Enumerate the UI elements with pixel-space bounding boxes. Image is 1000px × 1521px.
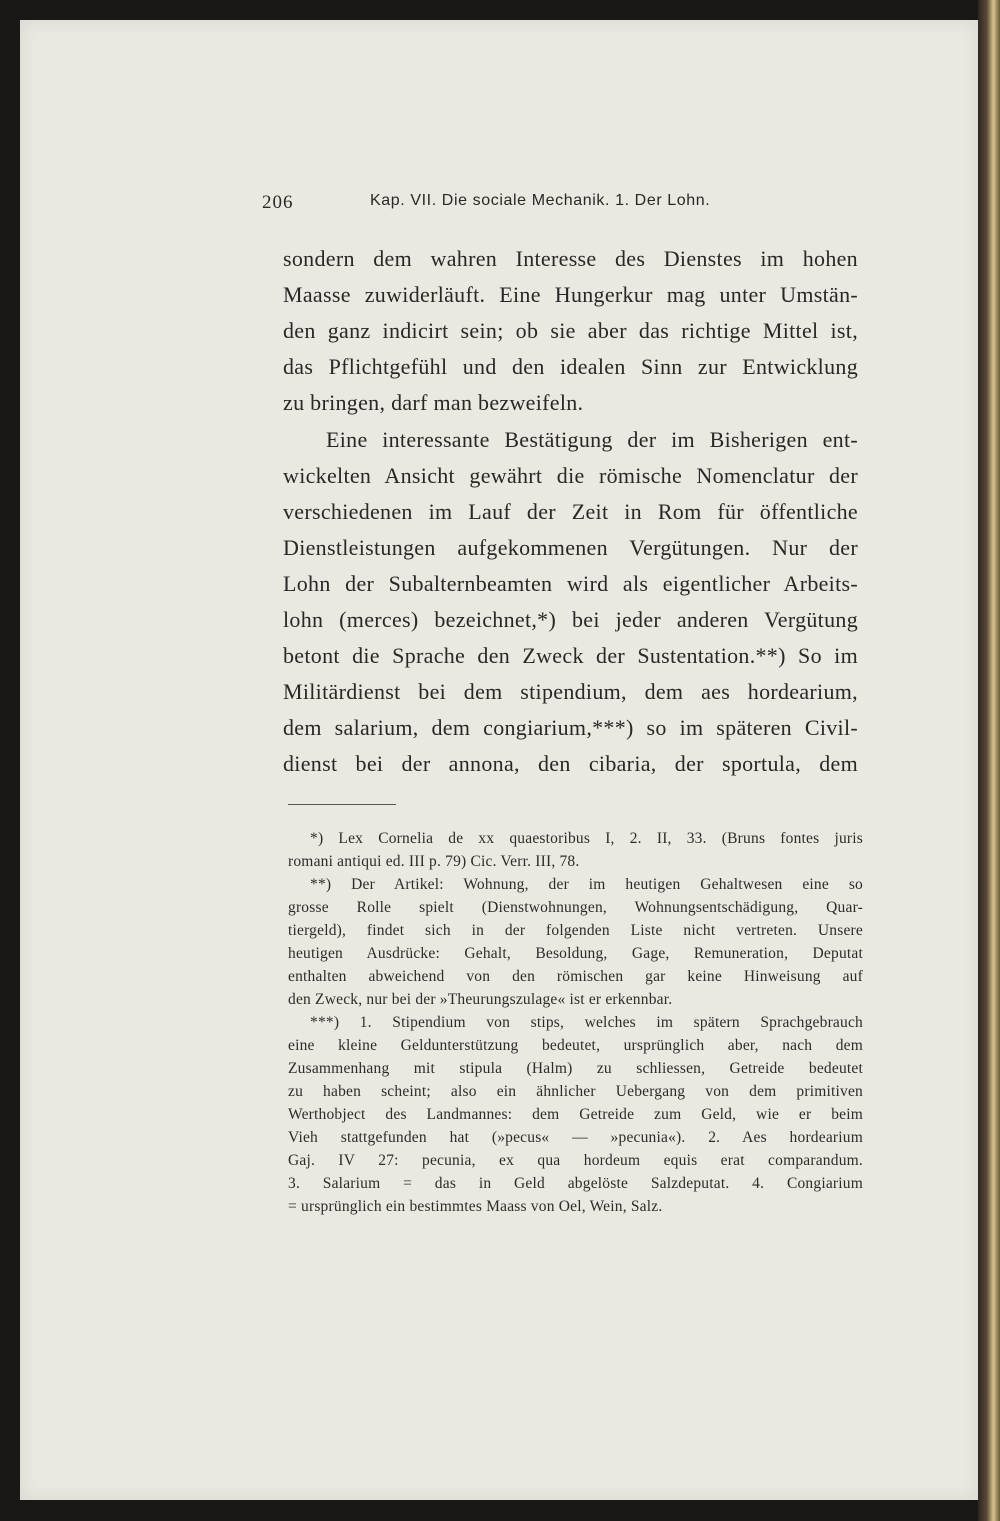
footnote-line: Vieh stattgefunden hat (»pecus« — »pecunia«). 2. Aes hordearium [288,1129,863,1146]
footnote-line: tiergeld), findet sich in der folgenden Liste nicht vertreten. Unsere [288,922,863,939]
footnote-line: Gaj. IV 27: pecunia, ex qua hordeum equis erat comparandum. [288,1152,863,1169]
text-line: dienst bei der annona, den cibaria, der sportula, dem [283,751,858,776]
page-header [262,192,862,222]
footnote-line: **) Der Artikel: Wohnung, der im heutigen Gehaltwesen eine so [310,876,863,893]
footnote-line: den Zweck, nur bei der »Theurungszulage« ist er erkennbar. [288,991,673,1008]
running-title: Kap. VII. Die sociale Mechanik. 1. Der Lohn. [370,192,711,209]
text-line: dem salarium, dem congiarium,***) so im späteren Civil- [283,715,858,740]
footnote-line: *) Lex Cornelia de xx quaestoribus I, 2. II, 33. (Bruns fontes juris [310,830,863,847]
text-line: zu bringen, darf man bezweifeln. [283,390,584,415]
footnote-line: zu haben scheint; also ein ähnlicher Uebergang von dem primitiven [288,1083,863,1100]
text-line: verschiedenen im Lauf der Zeit in Rom für öffentliche [283,499,858,524]
footnote-line: grosse Rolle spielt (Dienstwohnungen, Wohnungsentschädigung, Quar- [288,899,863,916]
text-line: Eine interessante Bestätigung der im Bisherigen ent- [326,427,858,452]
page-number: 206 [262,192,294,213]
text-line: sondern dem wahren Interesse des Dienstes im hohen [283,246,858,271]
text-line: betont die Sprache den Zweck der Sustentation.**) So im [283,643,858,668]
footnote-line: 3. Salarium = das in Geld abgelöste Salzdeputat. 4. Congiarium [288,1175,863,1192]
footnote-line: = ursprünglich ein bestimmtes Maass von Oel, Wein, Salz. [288,1198,663,1215]
page-edge [978,0,1000,1521]
footnote-line: romani antiqui ed. III p. 79) Cic. Verr. III, 78. [288,853,580,870]
text-line: Militärdienst bei dem stipendium, dem aes hordearium, [283,679,858,704]
footnote-line: eine kleine Geldunterstützung bedeutet, ursprünglich aber, nach dem [288,1037,863,1054]
footnote-divider [288,804,396,805]
text-line: Dienstleistungen aufgekommenen Vergütungen. Nur der [283,535,858,560]
footnote-line: heutigen Ausdrücke: Gehalt, Besoldung, Gage, Remuneration, Deputat [288,945,863,962]
text-line: das Pflichtgefühl und den idealen Sinn zur Entwicklung [283,354,858,379]
text-line: den ganz indicirt sein; ob sie aber das richtige Mittel ist, [283,318,858,343]
footnote-line: ***) 1. Stipendium von stips, welches im spätern Sprachgebrauch [310,1014,863,1031]
text-line: Maasse zuwiderläuft. Eine Hungerkur mag unter Umstän- [283,282,858,307]
footnote-line: Zusammenhang mit stipula (Halm) zu schliessen, Getreide bedeutet [288,1060,863,1077]
footnote-line: Werthobject des Landmannes: dem Getreide zum Geld, wie er beim [288,1106,863,1123]
text-line: Lohn der Subalternbeamten wird als eigentlicher Arbeits- [283,571,858,596]
text-line: lohn (merces) bezeichnet,*) bei jeder anderen Vergütung [283,607,858,632]
text-line: wickelten Ansicht gewährt die römische Nomenclatur der [283,463,858,488]
footnote-line: enthalten abweichend von den römischen gar keine Hinweisung auf [288,968,863,985]
